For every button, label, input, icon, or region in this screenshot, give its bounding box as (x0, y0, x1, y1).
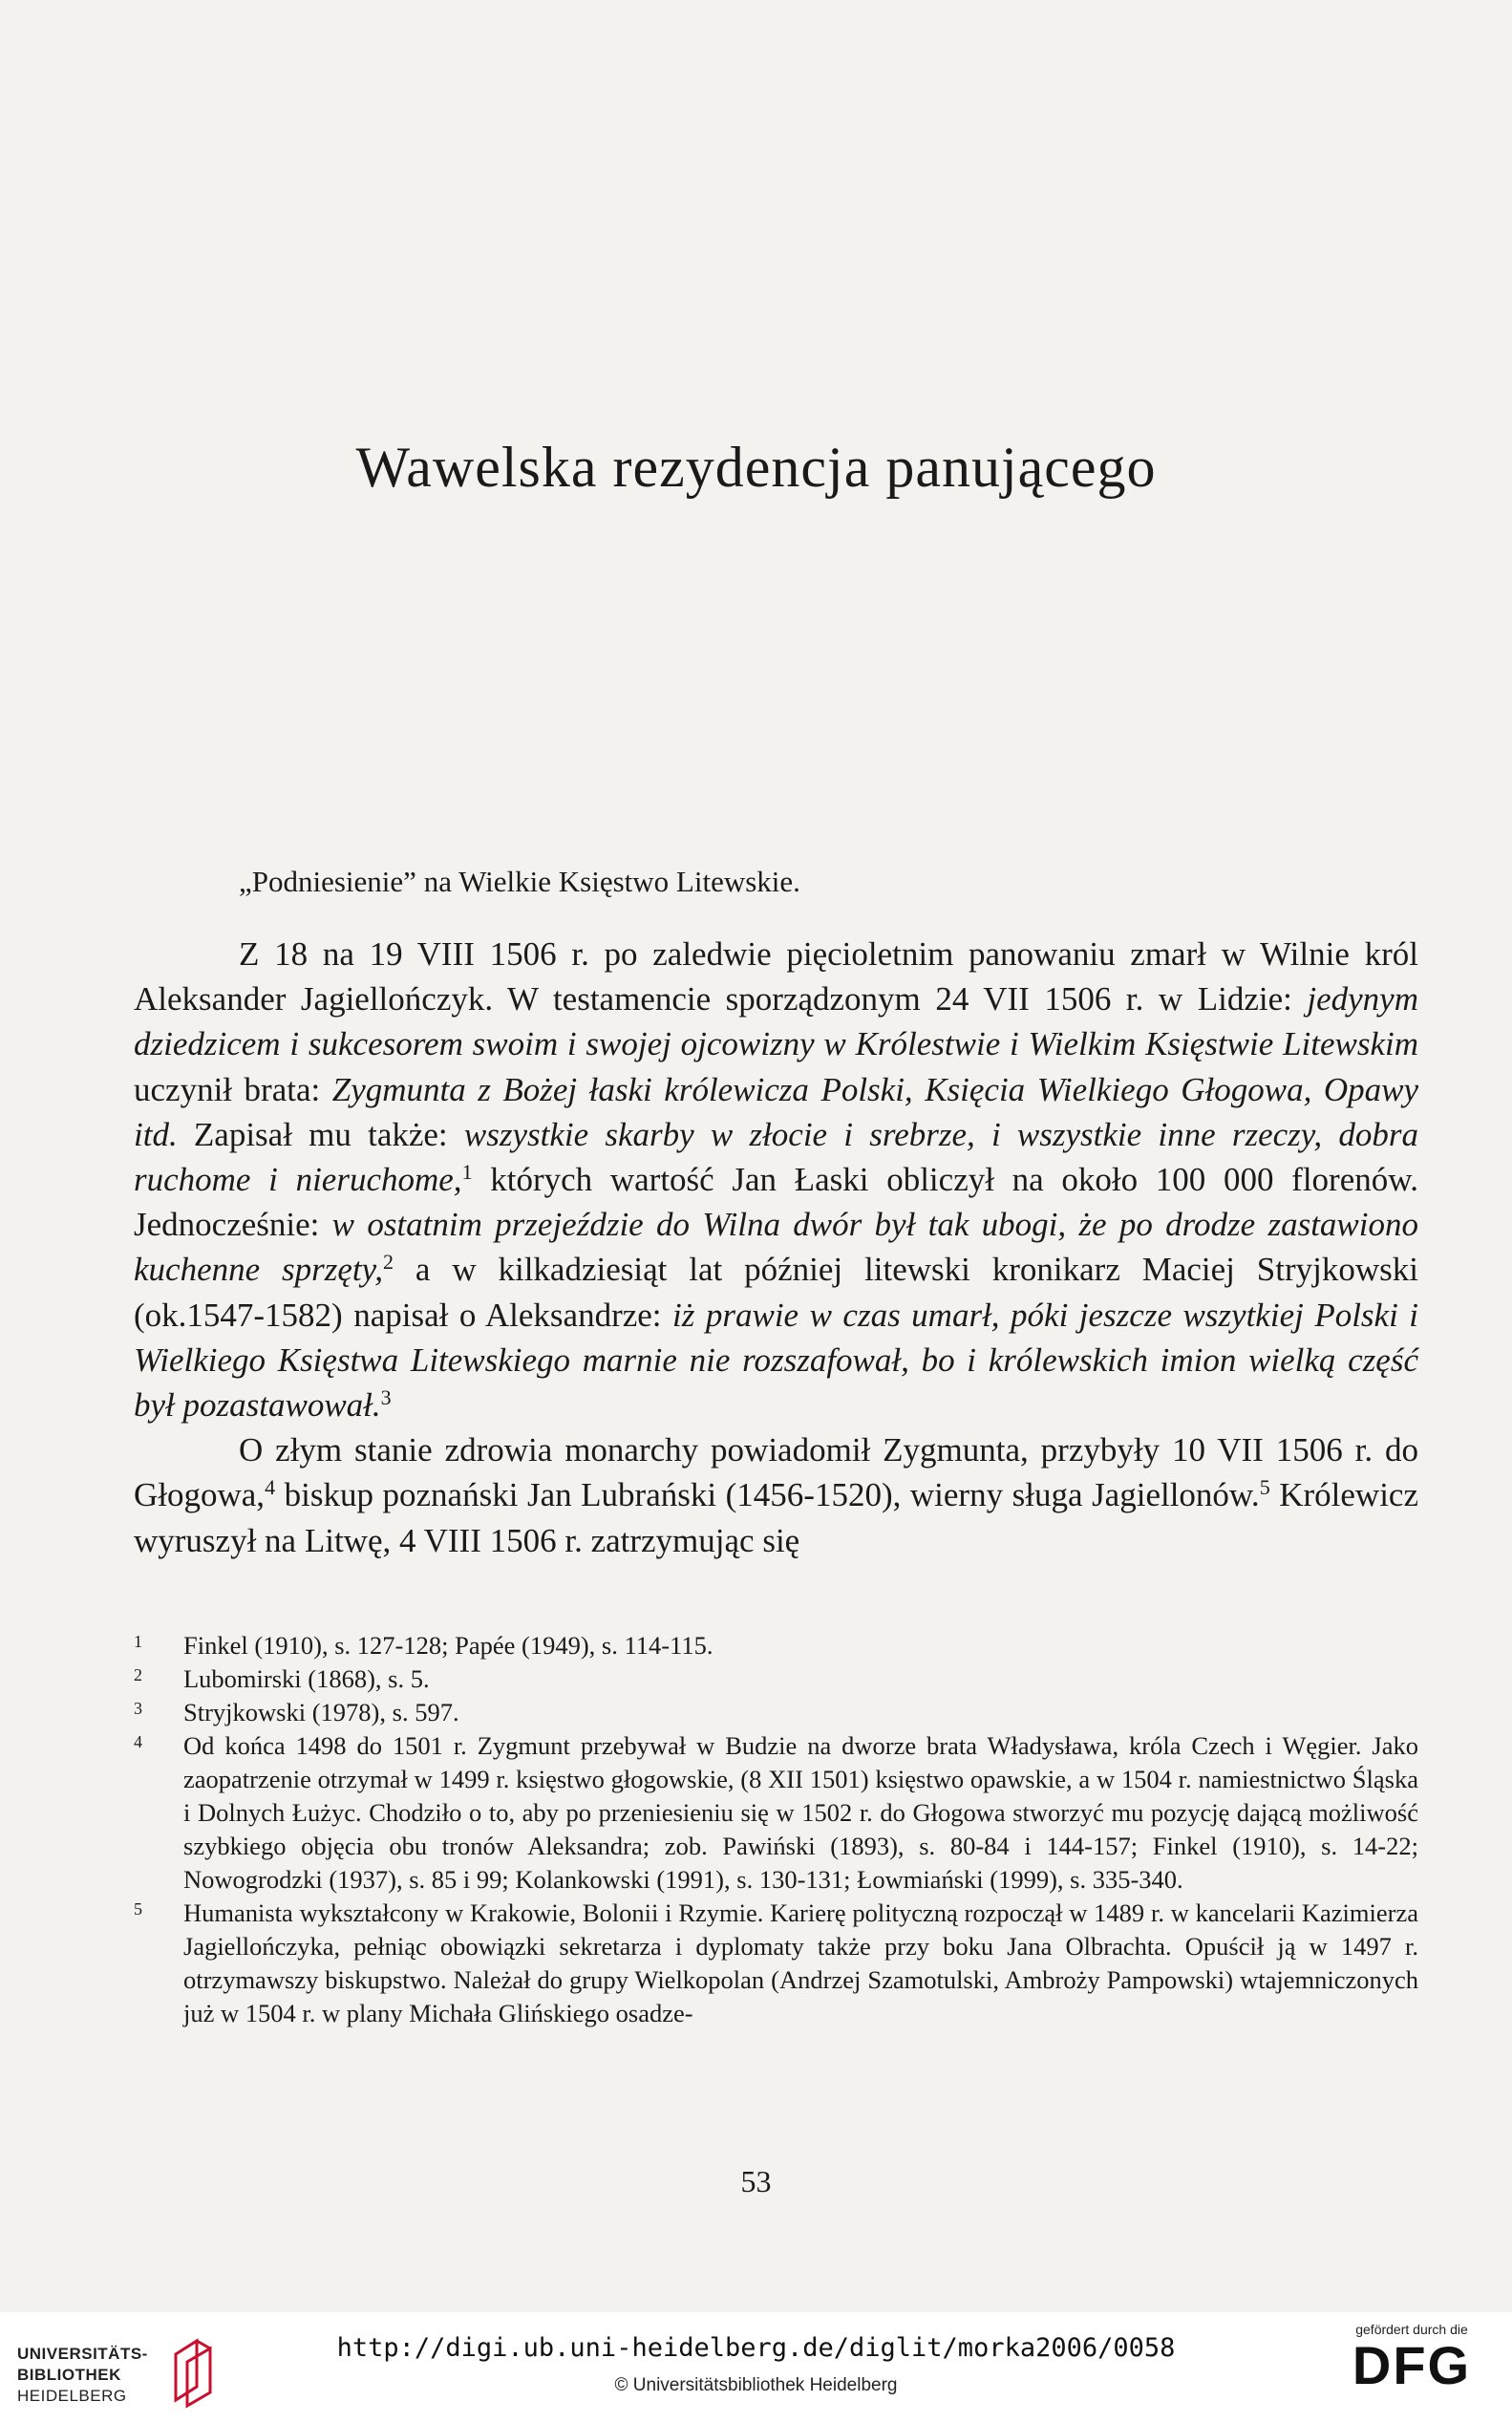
library-name-line2: BIBLIOTHEK (17, 2366, 121, 2384)
footnote (134, 1696, 1418, 1729)
footnote-number: 3 (134, 1699, 142, 1718)
library-name-line1: UNIVERSITÄTS- (17, 2345, 148, 2363)
page-number: 53 (740, 2164, 772, 2198)
footnotes (134, 1629, 1418, 2030)
paragraph-1: Z 18 na 19 VIII 1506 r. po zaledwie pięcioletnim panowaniu zmarł w Wilnie król Aleksander Jagiellończyk. W testamencie sporządzonym 24 VII 1506 r. w Lidzie: jedynym dziedzicem i sukcesorem swoim i swojej ojcowizny w Królestwie i Wielkim Księstwie Litewskim uczynił brata: Zygmunta z Bożej łaski królewicza Polski, Księcia Wielkiego Głogowa, Opawy itd. Zapisał mu także: wszystkie skarby w złocie i srebrze, i wszystkie inne rzeczy, dobra ruchome i nieruchome,$^1$ których wartość Jan Łaski obliczył na około 100 000 florenów. Jednocześnie: w ostatnim przejeździe do Wilna dwór był tak ubogi, że po drodze zastawiono kuchenne sprzęty,$^2$ a w kilkadziesiąt lat później litewski kronikarz Maciej Stryjkowski (ok.1547-1582) napisał o Aleksandrze: iż prawie w czas umarł, póki jeszcze wszytkiej Polski i Wielkiego Księstwa Litewskiego marnie nie rozszafował, bo i królewskich imion wielką część był pozastawował.$^3$ (134, 935, 1419, 1425)
copyright-notice: © Universitätsbibliothek Heidelberg (614, 2375, 898, 2395)
paragraph-2: O złym stanie zdrowia monarchy powiadomił Zygmunta, przybyły 10 VII 1506 r. do Głogowa,$^4$ biskup poznański Jan Lubrański (1456-1520), wierny sługa Jagiellonów.$^5$ Królewicz wyruszył na Litwę, 4 VIII 1506 r. zatrzymując się (134, 1431, 1418, 1559)
footnote (134, 1897, 1418, 2030)
footnote (134, 1629, 1418, 1662)
footnote-text: Od końca 1498 do 1501 r. Zygmunt przebywał w Budzie na dworze brata Władysława, króla Czech i Węgier. Jako zaopatrzenie otrzymał w 1499 r. księstwo głogowskie, (8 XII 1501) księstwo opawskie, a w 1504 r. namiestnictwo Śląska i Dolnych Łużyc. Chodziło o to, aby po przeniesieniu się w 1502 r. do Głogowa stworzyć mu pozycję dającą możliwość szybkiego objęcia obu tronów Aleksandra; zob. Pawiński (1893), s. 80-84 i 144-157; Finkel (1910), s. 14-22; Nowogrodzki (1937), s. 85 i 99; Kolankowski (1991), s. 130-131; Łowmiański (1999), s. 335-340. (183, 1731, 1418, 1894)
library-name-line3: HEIDELBERG (17, 2387, 127, 2405)
footnote-text: Humanista wykształcony w Krakowie, Bolonii i Rzymie. Karierę polityczną rozpoczął w 1489 r. w kancelarii Kazimierza Jagiellończyka, pełniąc obowiązki sekretarza i dyplomaty także przy boku Jana Olbrachta. Opuścił ją w 1497 r. otrzymawszy biskupstwo. Należał do grupy Wielkopolan (Andrzej Szamotulski, Ambroży Pampowski) wtajemniczonych już w 1504 r. w plany Michała Glińskiego osadze- (183, 1898, 1418, 2027)
dfg-logo[interactable] (1340, 2322, 1483, 2412)
footnote-number: 5 (134, 1899, 142, 1919)
footnote-text: Finkel (1910), s. 127-128; Papée (1949), s. 114-115. (183, 1631, 713, 1660)
footnote-text: Lubomirski (1868), s. 5. (183, 1664, 430, 1693)
dfg-wordmark: DFG (1352, 2335, 1472, 2395)
footer-bar (0, 2312, 1512, 2423)
footnote (134, 1662, 1418, 1696)
body-text (134, 932, 1418, 1563)
footnote-number: 1 (134, 1632, 142, 1651)
footnote-number: 4 (134, 1732, 142, 1751)
funded-by-label: gefördert durch die (1355, 2322, 1468, 2337)
footnote-number: 2 (134, 1665, 142, 1684)
section-heading: „Podniesienie” na Wielkie Księstwo Litewskie. (239, 865, 800, 898)
footnote-text: Stryjkowski (1978), s. 597. (183, 1698, 459, 1726)
footnote (134, 1729, 1418, 1897)
permalink-url[interactable]: http://digi.ub.uni-heidelberg.de/diglit/morka2006/0058 (336, 2333, 1176, 2363)
chapter-title: Wawelska rezydencja panującego (355, 436, 1157, 499)
